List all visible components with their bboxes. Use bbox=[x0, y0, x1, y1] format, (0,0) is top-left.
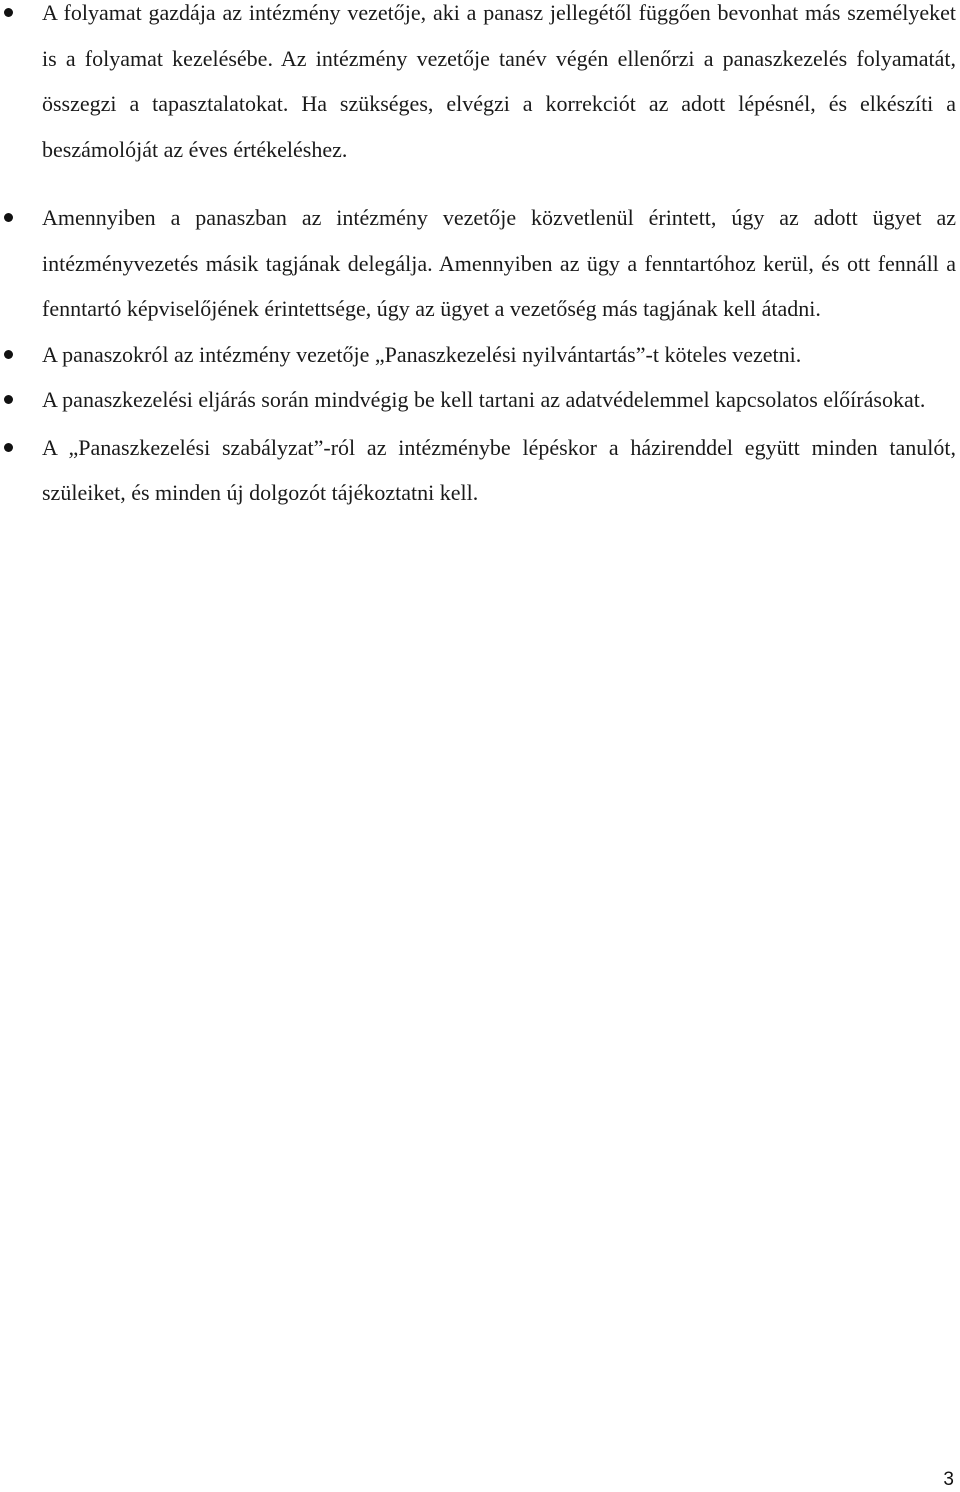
list-item-text: A „Panaszkezelési szabályzat”-ról az intézménybe lépéskor a házirenddel együtt minden tanulót, szüleiket, és minden új dolgozót tájékoztatni kell. bbox=[42, 434, 956, 505]
list-item-text: A folyamat gazdája az intézmény vezetője, aki a panasz jellegétől függően bevonhat más személyeket is a folyamat kezelésébe. Az intézmény vezetője tanév végén ellenőrzi a panaszkezelés folyamatát, összegzi a tapasztalatokat. Ha szükséges, elvégzi a korrekciót az adott lépésnél, és elkészíti a beszámolóját az éves értékeléshez. bbox=[42, 0, 956, 162]
bullet-icon bbox=[4, 443, 13, 452]
bullet-icon bbox=[4, 213, 13, 222]
bullet-list bbox=[0, 0, 960, 516]
bullet-icon bbox=[4, 350, 13, 359]
bullet-icon bbox=[4, 8, 13, 17]
list-item bbox=[0, 0, 960, 172]
list-item-text: A panaszkezelési eljárás során mindvégig be kell tartani az adatvédelemmel kapcsolatos előírásokat. bbox=[42, 387, 926, 412]
list-item bbox=[0, 425, 960, 516]
bullet-icon bbox=[4, 395, 13, 404]
list-item bbox=[0, 377, 960, 423]
list-item-text: Amennyiben a panaszban az intézmény vezetője közvetlenül érintett, úgy az adott ügyet az intézményvezetés másik tagjának delegálja. Amennyiben az ügy a fenntartóhoz kerül, és ott fennáll a fenntartó képviselőjének érintettsége, úgy az ügyet a vezetőség más tagjának kell átadni. bbox=[42, 205, 956, 321]
page-number: 3 bbox=[943, 1469, 954, 1490]
list-item bbox=[0, 195, 960, 332]
list-item-text: A panaszokról az intézmény vezetője „Panaszkezelési nyilvántartás”-t köteles vezetni. bbox=[42, 341, 802, 367]
list-item bbox=[0, 332, 960, 378]
